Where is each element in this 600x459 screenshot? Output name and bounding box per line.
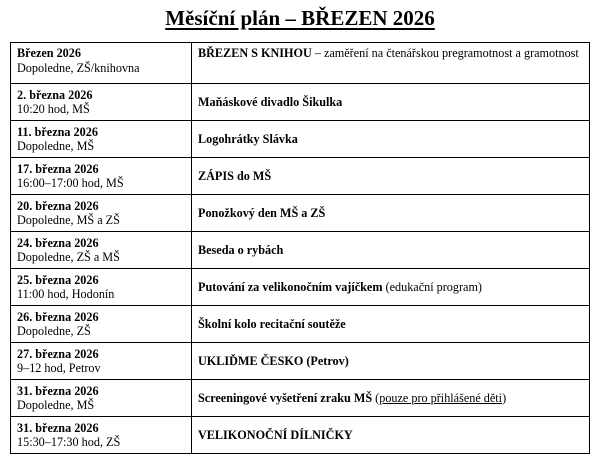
event-cell [192, 306, 590, 343]
time-place-text: Dopoledne, ZŠ/knihovna [17, 60, 140, 75]
time-place-text: Dopoledne, MŠ [17, 398, 95, 412]
event-cell [192, 232, 590, 269]
event-title: Beseda o rybách [198, 242, 284, 257]
page-title-text: Měsíční plán – BŘEZEN 2026 [165, 6, 435, 30]
table-row [11, 417, 590, 454]
table-row [11, 269, 590, 306]
date-text: Březen 2026 [17, 46, 81, 60]
date-cell [11, 380, 192, 417]
event-cell [192, 417, 590, 454]
date-text: 26. března 2026 [17, 309, 99, 324]
time-place-text: 11:00 hod, Hodonín [17, 287, 115, 301]
time-place-text: Dopoledne, MŠ [17, 139, 95, 153]
date-cell [11, 232, 192, 269]
date-text: 17. března 2026 [17, 161, 99, 176]
date-cell [11, 121, 192, 158]
date-text: 31. března 2026 [17, 383, 99, 398]
event-description: – zaměření na čtenářskou pregramotnost a gramotnost [311, 46, 579, 60]
date-text: 24. března 2026 [17, 235, 99, 250]
date-text: 27. března 2026 [17, 346, 99, 361]
event-title: VELIKONOČNÍ DÍLNIČKY [198, 427, 353, 442]
date-cell [11, 84, 192, 121]
event-note-open: ( [372, 390, 380, 405]
event-cell [192, 121, 590, 158]
table-row [11, 43, 590, 84]
date-cell [11, 417, 192, 454]
date-cell [11, 306, 192, 343]
event-note: (edukační program) [382, 279, 482, 294]
event-title: Ponožkový den MŠ a ZŠ [198, 205, 326, 220]
time-place-text: 10:20 hod, MŠ [17, 102, 90, 116]
table-row [11, 195, 590, 232]
event-cell [192, 269, 590, 306]
event-title: Logohrátky Slávka [198, 131, 298, 146]
table-row [11, 121, 590, 158]
time-place-text: 16:00–17:00 hod, MŠ [17, 176, 124, 190]
event-cell [192, 158, 590, 195]
time-place-text: 9–12 hod, Petrov [17, 361, 101, 375]
table-row [11, 380, 590, 417]
date-text: 20. března 2026 [17, 198, 99, 213]
date-cell [11, 343, 192, 380]
event-title: BŘEZEN S KNIHOU [198, 46, 312, 60]
date-text: 11. března 2026 [17, 124, 98, 139]
date-text: 2. března 2026 [17, 87, 93, 102]
event-title: ZÁPIS do MŠ [198, 168, 272, 183]
date-cell [11, 195, 192, 232]
event-note-close: ) [502, 390, 507, 405]
page-title [0, 6, 600, 31]
event-cell [192, 43, 590, 84]
date-cell [11, 158, 192, 195]
time-place-text: Dopoledne, MŠ a ZŠ [17, 213, 120, 227]
date-text: 25. března 2026 [17, 272, 99, 287]
time-place-text: Dopoledne, ZŠ a MŠ [17, 250, 120, 264]
event-cell [192, 343, 590, 380]
event-title: Školní kolo recitační soutěže [198, 316, 346, 331]
event-title: Screeningové vyšetření zraku MŠ [198, 390, 373, 405]
monthly-plan-table [10, 42, 590, 454]
date-cell [11, 43, 192, 84]
table-row [11, 232, 590, 269]
event-note-underlined: pouze pro přihlášené děti [379, 390, 503, 405]
date-text: 31. března 2026 [17, 420, 99, 435]
table-row [11, 158, 590, 195]
time-place-text: 15:30–17:30 hod, ZŠ [17, 435, 121, 449]
time-place-text: Dopoledne, ZŠ [17, 324, 91, 338]
table-row [11, 84, 590, 121]
event-title: Maňáskové divadlo Šikulka [198, 94, 343, 109]
event-title: UKLIĎME ČESKO (Petrov) [198, 353, 349, 368]
event-cell [192, 84, 590, 121]
table-row [11, 306, 590, 343]
event-title: Putování za velikonočním vajíčkem [198, 279, 383, 294]
table-row [11, 343, 590, 380]
event-cell [192, 380, 590, 417]
date-cell [11, 269, 192, 306]
event-cell [192, 195, 590, 232]
